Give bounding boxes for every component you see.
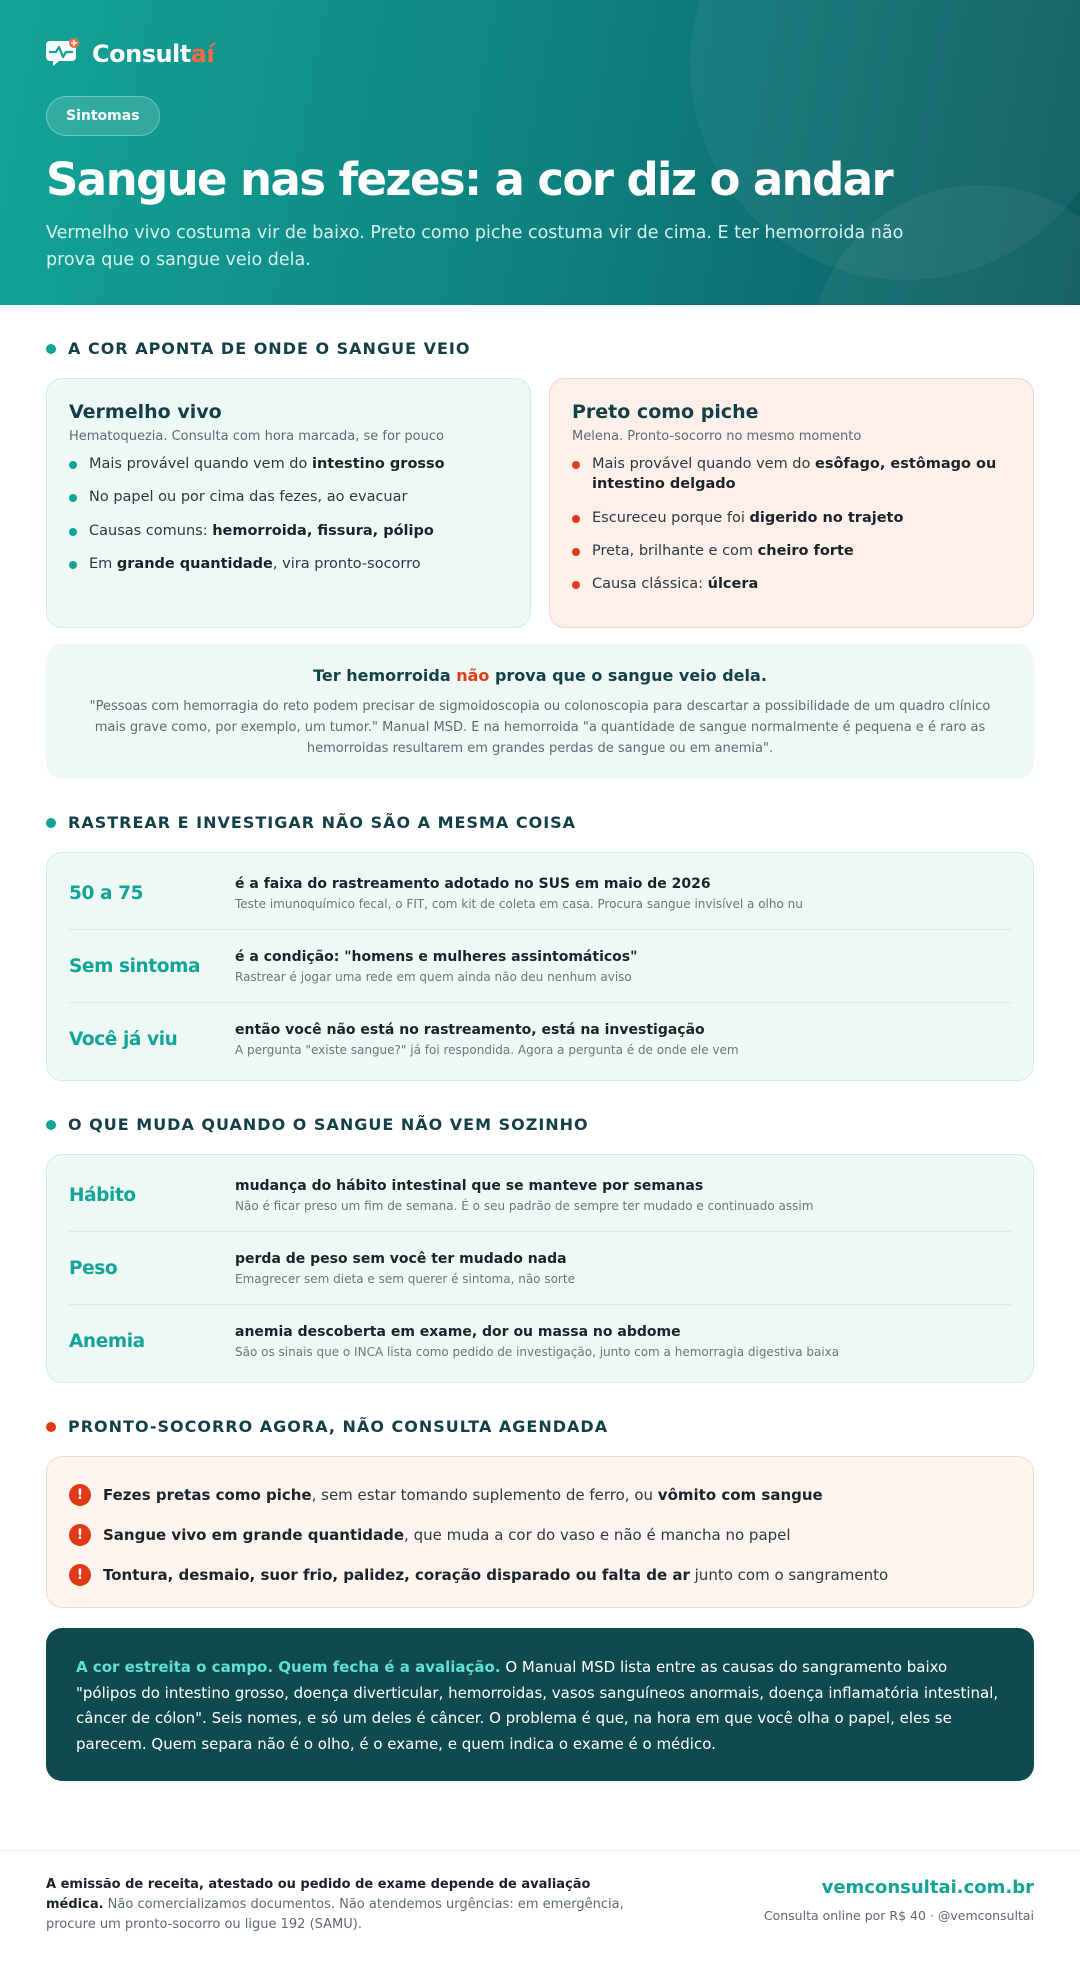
item-emphasis: grande quantidade — [116, 555, 273, 572]
table-row — [69, 1003, 1011, 1076]
footer-disclaimer: A emissão de receita, atestado ou pedido de exame depende de avaliação médica. Não comercializamos documentos. Não atendemos urgências: em emergência, procure um pronto-socorro ou ligue 192 (SAMU). — [46, 1877, 624, 1933]
row-title: é a condição: "homens e mulheres assintomáticos" — [235, 948, 638, 965]
item-emphasis: cheiro forte — [757, 542, 854, 559]
item-text: Preta, brilhante e com — [592, 542, 758, 559]
table-row — [69, 857, 1011, 930]
bullet-dot — [46, 1422, 56, 1432]
footer — [0, 1850, 1080, 1965]
color-cards — [46, 378, 1034, 628]
list-item — [572, 574, 1011, 594]
exclamation-circle-icon: ! — [69, 1564, 91, 1586]
card-list — [572, 454, 1011, 594]
quote-title: Ter hemorroida não prova que o sangue veio dela. — [313, 666, 767, 685]
row-title: então você não está no rastreamento, está na investigação — [235, 1022, 705, 1039]
item-text: Causas comuns: — [89, 522, 213, 539]
list-item — [69, 454, 508, 474]
section-title-color: A COR APONTA DE ONDE O SANGUE VEIO — [46, 339, 1034, 358]
item-emphasis: intestino grosso — [312, 456, 445, 472]
brand-logo[interactable] — [46, 36, 1034, 72]
row-key: Hábito — [69, 1184, 136, 1206]
row-title: anemia descoberta em exame, dor ou massa no abdome — [235, 1324, 681, 1341]
item-emphasis: vômito com sangue — [657, 1486, 823, 1505]
bullet-dot — [46, 818, 56, 828]
section-title-emergency: PRONTO-SOCORRO AGORA, NÃO CONSULTA AGENDADA — [46, 1417, 1034, 1436]
row-content — [235, 1251, 575, 1286]
list-item — [572, 508, 1011, 528]
row-content — [235, 1178, 813, 1213]
item-emphasis: Tontura, desmaio, suor frio, palidez, coração disparado ou falta de ar — [103, 1566, 690, 1585]
list-item — [572, 541, 1011, 561]
list-item — [69, 1515, 1011, 1555]
item-text — [103, 1486, 823, 1504]
category-tag[interactable]: Sintomas — [46, 96, 160, 136]
bullet-dot — [46, 344, 56, 354]
closing-highlight: A cor estreita o campo. Quem fecha é a avaliação. — [76, 1658, 501, 1677]
footer-price: Consulta online por R$ 40 · @vemconsultai — [763, 1908, 1034, 1923]
row-desc: Não é ficar preso um fim de semana. É o seu padrão de sempre ter mudado e continuado assim — [235, 1198, 814, 1213]
list-item — [69, 487, 508, 507]
card-black-tar — [549, 378, 1034, 628]
row-desc: São os sinais que o INCA lista como pedido de investigação, junto com a hemorragia digestiva baixa — [235, 1345, 840, 1360]
section-title-warning-signs: O QUE MUDA QUANDO O SANGUE NÃO VEM SOZINHO — [46, 1115, 1034, 1134]
hemorrhoid-quote — [46, 644, 1034, 779]
row-content — [235, 1324, 839, 1359]
item-text: , que muda a cor do vaso e não é mancha no papel — [404, 1526, 791, 1545]
row-content — [235, 949, 637, 984]
quote-body: "Pessoas com hemorragia do reto podem precisar de sigmoidoscopia ou colonoscopia para descartar a possibilidade de um quadro clínico mais grave como, por exemplo, um tumor." Manual MSD. E na hemorroida "a quantidade de sangue normalmente é pequena e é raro as hemorroidas resultarem em grandes perdas de sangue ou em anemia". — [89, 699, 991, 756]
emergency-box — [46, 1456, 1034, 1608]
item-text: Causa clássica: — [592, 576, 708, 593]
warning-signs-panel — [46, 1154, 1034, 1383]
row-content — [235, 1022, 739, 1057]
brand-name: Consultaí — [92, 40, 215, 68]
item-text: Escureceu porque foi — [592, 509, 750, 526]
footer-site-link[interactable]: vemconsultai.com.br — [821, 1877, 1034, 1898]
row-key: Anemia — [69, 1331, 145, 1353]
list-item — [69, 554, 508, 574]
card-title: Vermelho vivo — [69, 401, 222, 423]
item-text: Em — [89, 555, 117, 572]
row-content — [235, 876, 803, 911]
closing-body: O Manual MSD lista entre as causas do sangramento baixo "pólipos do intestino grosso, doença diverticular, hemorroidas, vasos sanguíneos anormais, doença inflamatória intestinal, câncer de cólon". Seis nomes, e só um deles é câncer. O problema é que, na hora em que você olha o papel, eles se parecem. Quem separa não é o olho, é o exame, e quem indica o exame é o médico. — [76, 1658, 999, 1753]
item-text — [103, 1566, 888, 1584]
table-row — [69, 1305, 1011, 1378]
item-emphasis: Sangue vivo em grande quantidade — [103, 1526, 405, 1545]
item-text: Mais provável quando vem do — [89, 456, 312, 472]
table-row — [69, 1159, 1011, 1232]
exclamation-circle-icon: ! — [69, 1484, 91, 1506]
table-row — [69, 1232, 1011, 1305]
list-item — [69, 1555, 1011, 1595]
row-desc: A pergunta "existe sangue?" já foi respondida. Agora a pergunta é de onde ele vem — [235, 1043, 739, 1058]
row-desc: Emagrecer sem dieta e sem querer é sintoma, não sorte — [235, 1271, 575, 1286]
list-item — [69, 521, 508, 541]
table-row — [69, 930, 1011, 1003]
row-desc: Teste imunoquímico fecal, o FIT, com kit de coleta em casa. Procura sangue invisível a olho nu — [235, 896, 803, 911]
card-subtitle: Hematoquezia. Consulta com hora marcada, se for pouco — [69, 429, 444, 444]
row-title: perda de peso sem você ter mudado nada — [235, 1250, 567, 1267]
item-emphasis: Fezes pretas como piche — [103, 1486, 312, 1505]
exclamation-circle-icon: ! — [69, 1524, 91, 1546]
card-title: Preto como piche — [572, 401, 759, 423]
screening-panel — [46, 852, 1034, 1081]
card-subtitle: Melena. Pronto-socorro no mesmo momento — [572, 429, 862, 444]
row-title: é a faixa do rastreamento adotado no SUS em maio de 2026 — [235, 875, 711, 892]
list-item — [69, 1475, 1011, 1515]
item-emphasis: esôfago, estômago ou intestino delgado — [592, 456, 997, 493]
page-lead: Vermelho vivo costuma vir de baixo. Preto como piche costuma vir de cima. E ter hemorroida não prova que o sangue veio dela. — [46, 222, 904, 270]
hero-banner — [0, 0, 1080, 305]
closing-note — [46, 1628, 1034, 1781]
page-title: Sangue nas fezes: a cor diz o andar — [46, 153, 893, 206]
card-list — [69, 454, 508, 574]
row-desc: Rastrear é jogar uma rede em quem ainda não deu nenhum aviso — [235, 969, 632, 984]
item-text — [103, 1526, 791, 1544]
bullet-dot — [46, 1120, 56, 1130]
item-text: , vira pronto-socorro — [272, 555, 421, 572]
item-text: , sem estar tomando suplemento de ferro, ou — [311, 1486, 658, 1505]
item-text: Mais provável quando vem do — [592, 456, 815, 472]
row-key: Peso — [69, 1257, 118, 1279]
section-title-screening: RASTREAR E INVESTIGAR NÃO SÃO A MESMA COISA — [46, 813, 1034, 832]
row-key: Você já viu — [69, 1029, 178, 1051]
item-emphasis: hemorroida, fissura, pólipo — [212, 522, 434, 539]
list-item — [572, 454, 1011, 495]
item-text: No papel ou por cima das fezes, ao evacuar — [89, 489, 408, 506]
row-key: Sem sintoma — [69, 955, 201, 977]
item-emphasis: úlcera — [707, 576, 759, 593]
chat-heartbeat-icon — [46, 38, 80, 70]
row-key: 50 a 75 — [69, 882, 144, 904]
card-bright-red — [46, 378, 531, 628]
row-title: mudança do hábito intestinal que se manteve por semanas — [235, 1177, 704, 1194]
item-emphasis: digerido no trajeto — [749, 509, 904, 526]
item-text: junto com o sangramento — [689, 1566, 889, 1585]
